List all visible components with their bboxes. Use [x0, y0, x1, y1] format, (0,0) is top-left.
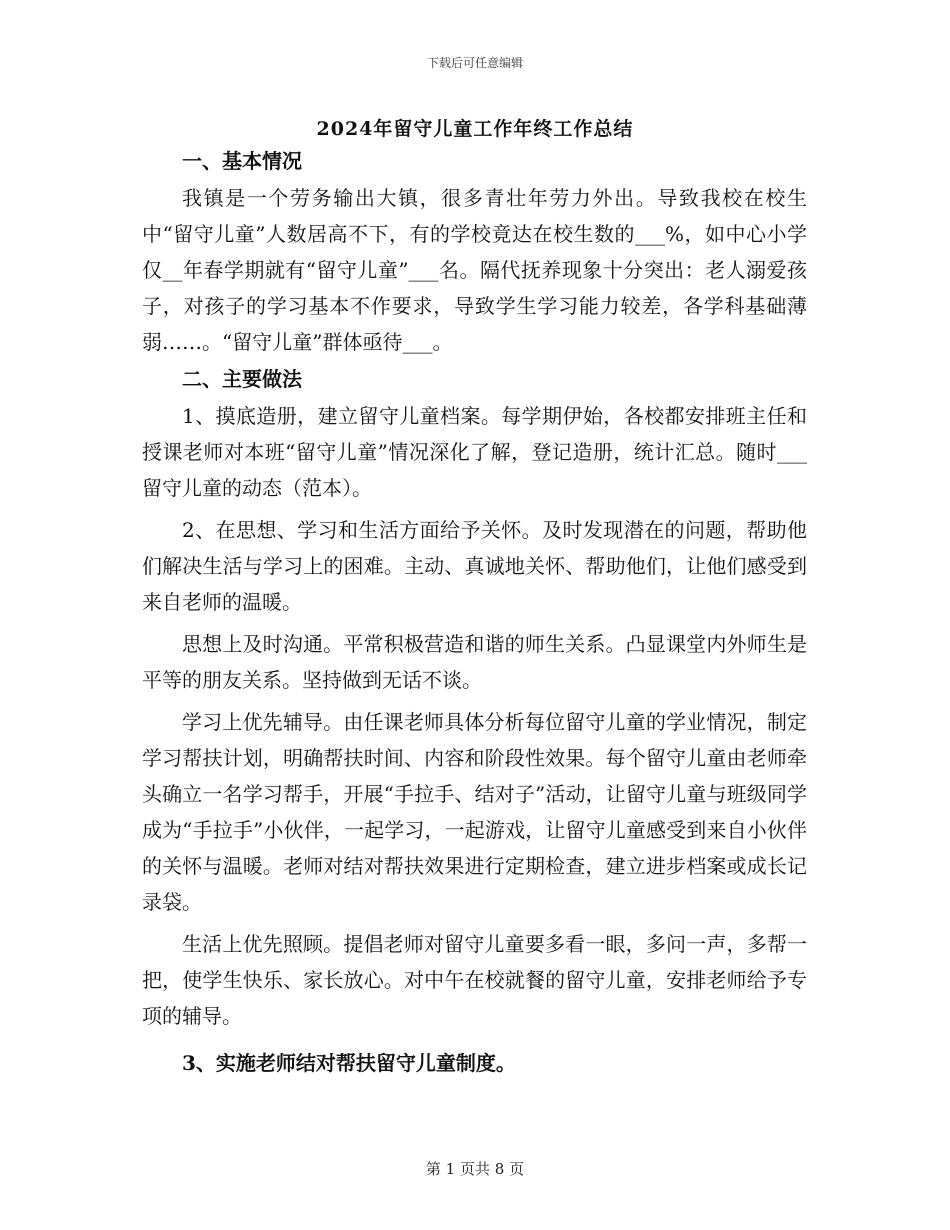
paragraph-measure-1: 1、摸底造册，建立留守儿童档案。每学期伊始，各校都安排班主任和授课老师对本班“留守儿童”情况深化了解，登记造册，统计汇总。随时___留守儿童的动态（范本）。 — [142, 404, 807, 500]
section-heading-pairing-system: 3、实施老师结对帮扶留守儿童制度。 — [182, 1051, 516, 1075]
page-header-note: 下载后可任意编辑 — [426, 56, 523, 70]
section-heading-basic-situation: 一、基本情况 — [182, 149, 302, 173]
paragraph-life-care: 生活上优先照顾。提倡老师对留守儿童要多看一眼，多问一声，多帮一把，使学生快乐、家长放心。对中午在校就餐的留守儿童，安排老师给予专项的辅导。 — [142, 932, 807, 1028]
paragraph-thought-communication: 思想上及时沟通。平常积极营造和谐的师生关系。凸显课堂内外师生是平等的朋友关系。坚持做到无话不谈。 — [142, 632, 807, 692]
document-title: 2024年留守儿童工作年终工作总结 — [316, 118, 634, 140]
page-footer-number: 第 1 页共 8 页 — [425, 1160, 525, 1178]
paragraph-measure-2: 2、在思想、学习和生活方面给予关怀。及时发现潜在的问题，帮助他们解决生活与学习上的困难。主动、真诚地关怀、帮助他们，让他们感受到来自老师的温暖。 — [142, 518, 807, 614]
paragraph-study-tutoring: 学习上优先辅导。由任课老师具体分析每位留守儿童的学业情况，制定学习帮扶计划，明确帮扶时间、内容和阶段性效果。每个留守儿童由老师牵头确立一名学习帮手，开展“手拉手、结对子”活动，让留守儿童与班级同学成为“手拉手”小伙伴，一起学习，一起游戏，让留守儿童感受到来自小伙伴的关怀与温暖。老师对结对帮扶效果进行定期检查，建立进步档案或成长记录袋。 — [142, 710, 807, 914]
section-heading-main-measures: 二、主要做法 — [182, 367, 302, 391]
paragraph-basic-situation: 我镇是一个劳务输出大镇，很多青壮年劳力外出。导致我校在校生中“留守儿童”人数居高不下，有的学校竟达在校生数的___%，如中心小学仅__年春学期就有“留守儿童”___名。隔代抚养现象十分突出：老人溺爱孩子，对孩子的学习基本不作要求，导致学生学习能力较差，各学科基础薄弱……。“留守儿童”群体亟待___。 — [142, 186, 807, 354]
document-body — [142, 142, 807, 1082]
